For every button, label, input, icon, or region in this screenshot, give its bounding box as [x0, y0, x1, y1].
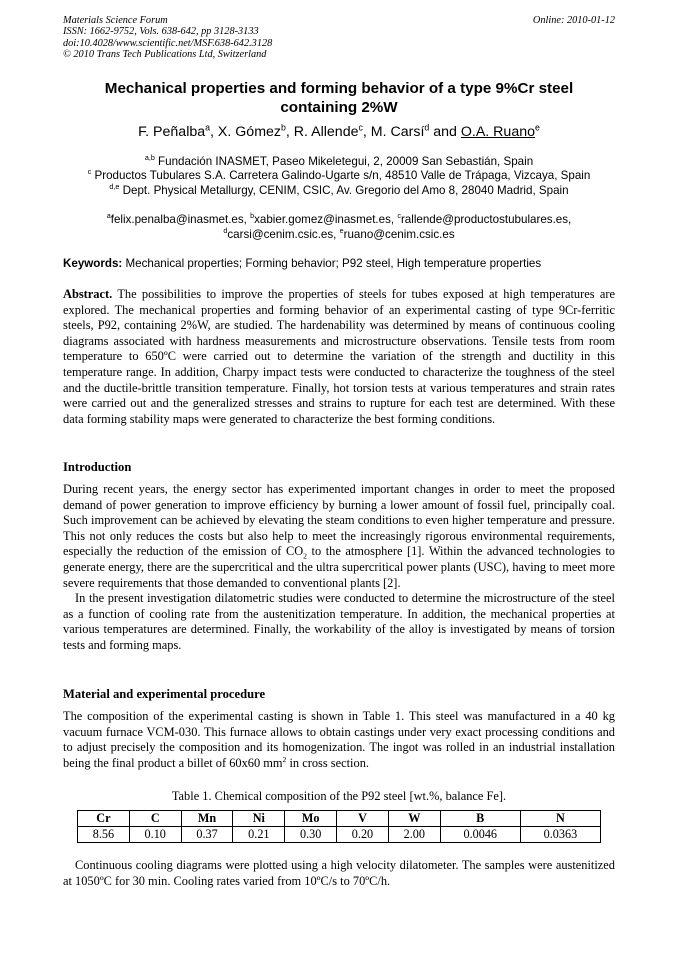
copyright-line: © 2010 Trans Tech Publications Ltd, Switzerland: [63, 49, 267, 61]
table-header-cell: B: [440, 811, 520, 827]
section-heading-materials: Material and experimental procedure: [63, 687, 266, 701]
section-heading-introduction: Introduction: [63, 460, 132, 474]
superscript: 2: [282, 754, 287, 764]
email: xabier.gomez@inasmet.es,: [254, 213, 398, 226]
author-name: X. Gómez: [217, 124, 281, 140]
author-separator: ,: [362, 124, 371, 140]
table-header-cell: C: [129, 811, 181, 827]
author-name: R. Allende: [293, 124, 359, 140]
email-sup: e: [339, 225, 344, 235]
email-sup: a: [106, 211, 111, 221]
author-name: M. Carsí: [370, 124, 425, 140]
affiliation-text: Fundación INASMET, Paseo Mikeletegui, 2, 20009 San Sebastián, Spain: [154, 155, 534, 168]
abstract: [63, 287, 615, 427]
corresponding-author: O.A. Ruano: [460, 124, 535, 140]
email: felix.penalba@inasmet.es,: [110, 213, 251, 226]
paragraph: Continuous cooling diagrams were plotted using a high velocity dilatometer. The samples were austenitized at 1050ºC for 30 min. Cooling rates varied from 10ºC/s to 70ºC/h.: [63, 858, 615, 888]
table-cell: 2.00: [388, 827, 440, 843]
paragraph-text: in cross section.: [286, 755, 369, 770]
table-row: [78, 827, 601, 843]
affiliations: [55, 155, 623, 198]
table-header-cell: Cr: [78, 811, 130, 827]
table-header-cell: Mo: [285, 811, 337, 827]
paragraph-text: The composition of the experimental casting is shown in Table 1. This steel was manufactured in a 40 kg vacuum furnace VCM-030. This furnace allows to obtain castings under very exact processing conditions and to adjust precisely the composition and its homogenization. The ingot was rolled in an industrial installation being the final product a billet of 60x60 mm: [63, 709, 615, 770]
affiliation-text: Productos Tubulares S.A. Carretera Galindo-Ugarte s/n, 48510 Valle de Trápaga, Vizcaya, Spain: [91, 169, 591, 183]
table-cell: 0.0046: [440, 827, 520, 843]
email-sup: c: [397, 211, 401, 221]
abstract-label: Abstract.: [63, 287, 113, 301]
abstract-text: The possibilities to improve the properties of steels for tubes exposed at high temperatures are explored. The mechanical properties and forming behavior of an experimental casting of type 9Cr-ferritic steels, P92, containing 2%W, are studied. The hardenability was determined by means of continuous cooling diagrams associated with hardness measurements and microstructure observations. Tensile tests from room temperature to 650ºC were carried out to determine the variation of the strength and ductility in this temperature range. In addition, Charpy impact tests were conducted to characterize the toughness of the steel and the ductile-brittle transition temperature. Finally, hot torsion tests at various temperatures and strain rates were carried out and the generalized stresses and strains to rupture for each test are determined. With these data forming stability maps were generated to characterize the best forming conditions.: [63, 287, 615, 426]
affiliation-text: Dept. Physical Metallurgy, CENIM, CSIC, Av. Gregorio del Amo 8, 28040 Madrid, Spain: [119, 183, 569, 197]
email: carsi@cenim.csic.es,: [227, 227, 340, 241]
title-line-1: Mechanical properties and forming behavior of a type 9%Cr steel: [104, 80, 574, 97]
affiliation-sup: a,b: [144, 153, 155, 163]
table-cell: 0.10: [129, 827, 181, 843]
email-sup: d: [223, 225, 228, 235]
online-date: Online: 2010-01-12: [532, 15, 615, 26]
doi-line: doi:10.4028/www.scientific.net/MSF.638-642.3128: [63, 37, 273, 49]
table-header-cell: W: [388, 811, 440, 827]
title-line-2: containing 2%W: [280, 98, 398, 116]
table-cell: 0.37: [181, 827, 233, 843]
paragraph: In the present investigation dilatometric studies were conducted to determine the microstructure of the steel as a function of cooling rate from the austenitization temperature. In addition, the mechanical properties at various temperatures are determined. Finally, the workability of the alloy is investigated by means of torsion tests and forming maps.: [63, 591, 615, 652]
affiliation-sup: c: [87, 167, 92, 177]
email-list: [63, 213, 615, 242]
paper-title: [63, 80, 615, 117]
table-cell: 0.30: [285, 827, 337, 843]
email-sup: b: [250, 211, 255, 221]
introduction: [63, 482, 615, 654]
author-sup: c: [358, 122, 363, 133]
paragraph-text: During recent years, the energy sector has experimented important changes in order to meet the proposed demand of power generation to improve efficiency by burning a lower amount of fossil fuel, principally coal. Such improvement can be achieved by elevating the steam conditions to even higher temperature and pressure. This not only reduces the costs but also help to meet the increasingly rigorous environmental requirements, especially the reduction of the emission of CO: [63, 482, 615, 559]
author-sup: e: [535, 122, 540, 133]
journal-name: Materials Science Forum: [63, 15, 168, 26]
issn-line: ISSN: 1662-9752, Vols. 638-642, pp 3128-3133: [63, 26, 259, 38]
table-header-cell: Mn: [181, 811, 233, 827]
affiliation-line: [55, 181, 623, 198]
table-header-row: [78, 811, 601, 827]
table-cell: 0.0363: [520, 827, 600, 843]
table-caption: Table 1. Chemical composition of the P92 steel [wt.%, balance Fe].: [171, 789, 507, 803]
paragraph-text: to the atmosphere [1]. Within the advanced technologies to generate energy, there are the supercritical and the ultra supercritical power plants (USC), having to meet more severe requirements that those demanded to conventional plants [2].: [63, 544, 616, 590]
author-name: F. Peñalba: [138, 124, 206, 140]
author-separator: ,: [285, 124, 294, 140]
table-header-cell: N: [520, 811, 600, 827]
table-header-cell: Ni: [233, 811, 285, 827]
materials-text: [63, 709, 615, 771]
author-separator: ,: [210, 124, 218, 140]
author-sup: d: [424, 122, 430, 133]
table-cell: 8.56: [78, 827, 130, 843]
email: rallende@productostubulares.es,: [400, 213, 572, 226]
email: ruano@cenim.csic.es: [343, 227, 455, 241]
email-line: [63, 225, 615, 243]
keywords-text: Mechanical properties; Forming behavior; P92 steel, High temperature properties: [122, 257, 542, 270]
author-sup: a: [205, 122, 211, 133]
affiliation-line: [55, 169, 623, 183]
keywords-label: Keywords:: [63, 257, 123, 270]
paragraph: [63, 482, 615, 591]
table-cell: 0.21: [233, 827, 285, 843]
keywords: [63, 257, 615, 271]
table-header-cell: V: [337, 811, 389, 827]
subscript: 2: [303, 551, 308, 561]
author-and: and: [429, 124, 461, 140]
author-list: [63, 123, 615, 141]
affiliation-line: [55, 155, 623, 169]
composition-table: [77, 810, 601, 843]
affiliation-sup: d,e: [109, 181, 120, 191]
table-cell: 0.20: [337, 827, 389, 843]
journal-header: [63, 15, 615, 61]
author-sup: b: [281, 122, 286, 133]
